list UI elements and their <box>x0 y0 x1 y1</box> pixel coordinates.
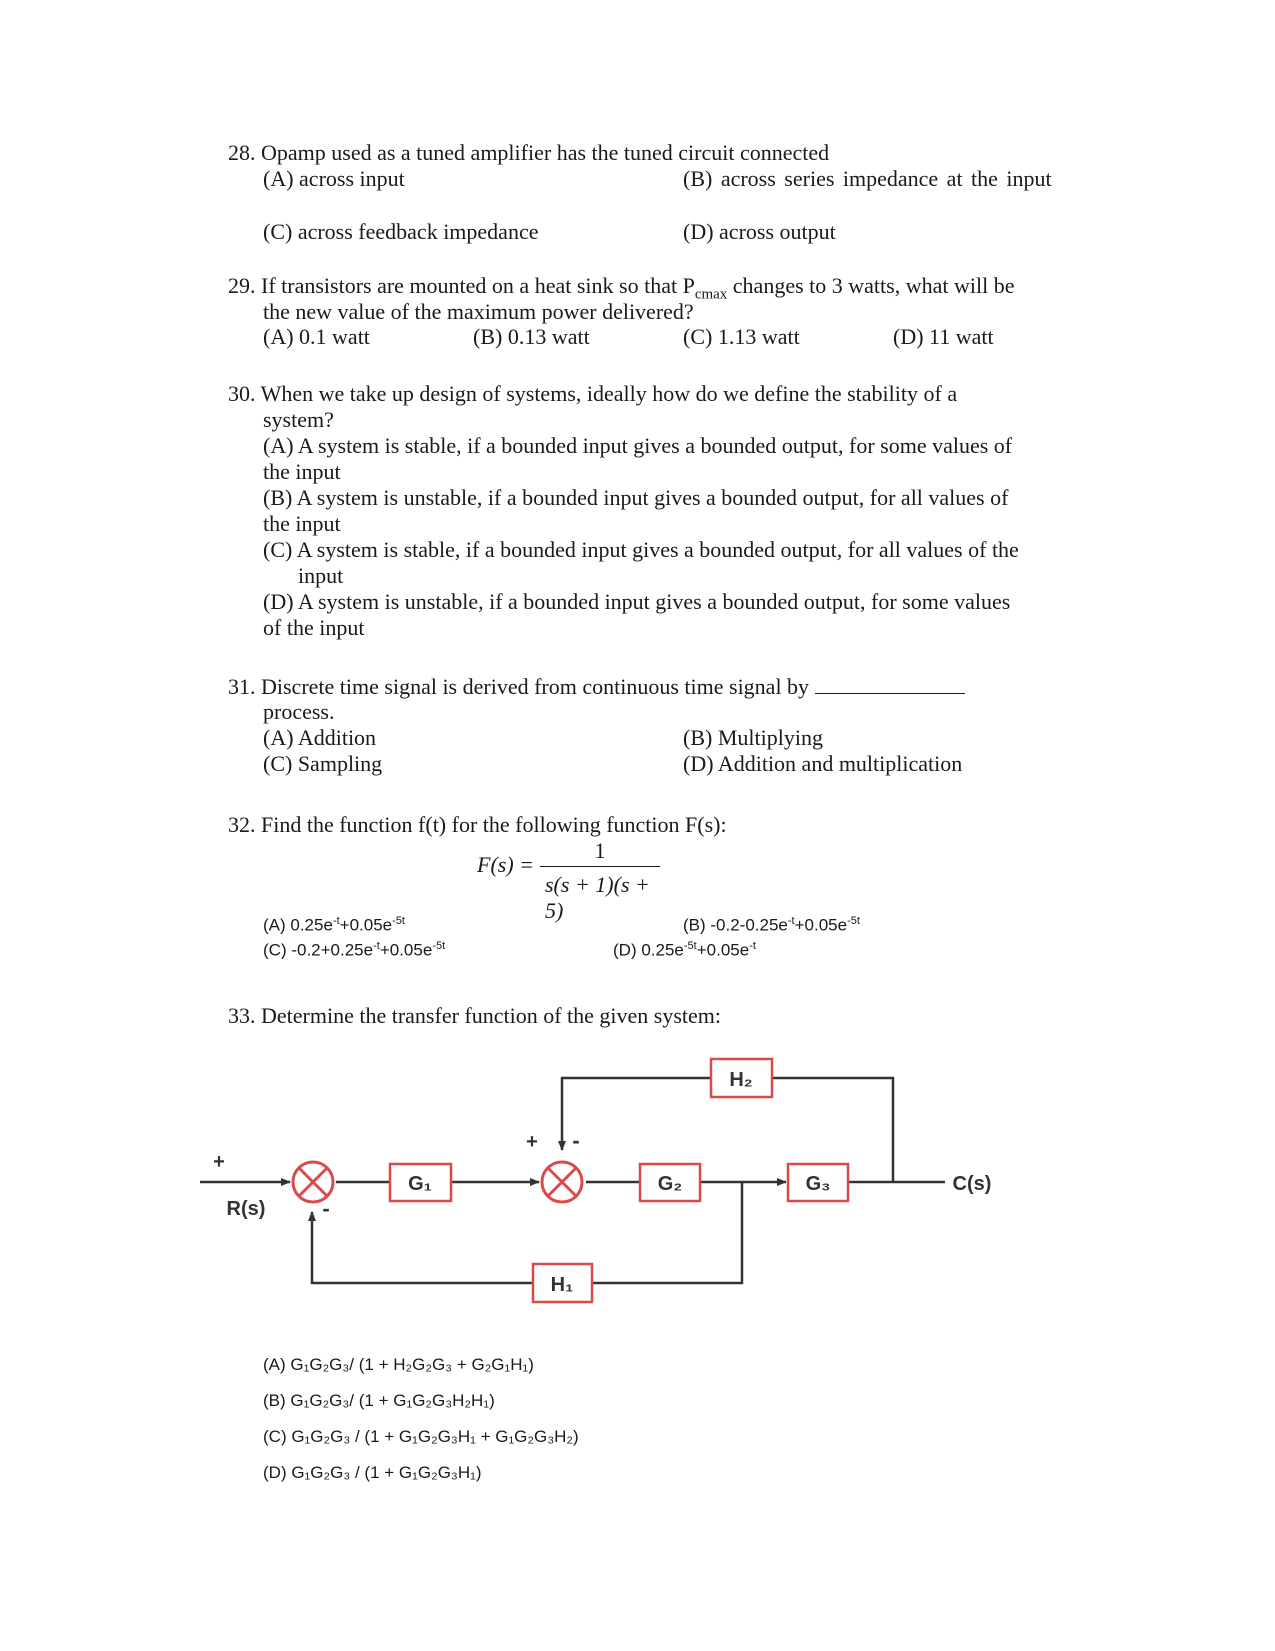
q33-stem: 33. Determine the transfer function of the given system: <box>228 1003 722 1028</box>
q32-d-pre: (D) 0.25e <box>613 940 684 960</box>
q30-option-b: (B) A system is unstable, if a bounded input gives a bounded output, for all values of <box>263 485 1009 510</box>
block-h1 <box>533 1264 592 1302</box>
summer2-plus-sign: + <box>526 1131 538 1153</box>
q31-option-c: (C) Sampling <box>263 751 383 776</box>
q33-option-a: (A) G₁G₂G₃/ (1 + H₂G₂G₃ + G₂G₁H₁) <box>263 1355 534 1374</box>
q32-b-exp1: -t <box>787 915 795 927</box>
q30-option-d: (D) A system is unstable, if a bounded input gives a bounded output, for some values <box>263 589 1011 614</box>
q32-d-mid: +0.05e <box>696 940 750 960</box>
q28-option-a: (A) across input <box>263 166 405 191</box>
q32-a-exp2: -5t <box>392 915 405 927</box>
equation-lhs: F(s) = <box>477 852 534 877</box>
q32-a-pre: (A) 0.25e <box>263 915 333 935</box>
q33-option-b: (B) G₁G₂G₃/ (1 + G₁G₂G₃H₂H₁) <box>263 1391 495 1410</box>
q30-option-c: (C) A system is stable, if a bounded input gives a bounded output, for all values of the <box>263 537 1019 562</box>
q33-option-c: (C) G₁G₂G₃ / (1 + G₁G₂G₃H₁ + G₁G₂G₃H₂) <box>263 1427 579 1446</box>
q29-option-c: (C) 1.13 watt <box>683 324 800 349</box>
summer1-minus-sign: - <box>322 1196 330 1221</box>
block-g2 <box>640 1164 700 1201</box>
q32-d-exp1: -5t <box>683 940 697 952</box>
q29-stem-pre: 29. If transistors are mounted on a heat sink so that P <box>228 273 695 298</box>
summer2-minus-sign: - <box>572 1128 580 1153</box>
q31-option-a: (A) Addition <box>263 725 377 750</box>
q31-stem-text: 31. Discrete time signal is derived from continuous time signal by <box>228 674 810 699</box>
q32-c-mid: +0.05e <box>379 940 433 960</box>
input-label: R(s) <box>226 1198 266 1220</box>
g2-label: G₂ <box>657 1173 683 1195</box>
q32-c-pre: (C) -0.2+0.25e <box>263 940 374 960</box>
q29-stem-post: changes to 3 watts, what will be <box>727 273 1015 298</box>
summing-junction-2 <box>542 1162 582 1202</box>
q32-a-exp1: -t <box>332 915 340 927</box>
q32-c-exp1: -t <box>373 940 380 952</box>
q28-option-c: (C) across feedback impedance <box>263 219 539 244</box>
q32-b-exp2: -5t <box>847 915 860 927</box>
q29-stem-sub: cmax <box>694 286 728 303</box>
q30-option-a: (A) A system is stable, if a bounded input gives a bounded output, for some values of <box>263 433 1013 458</box>
q30-stem-line2: system? <box>263 407 334 432</box>
q30-option-a-cont: the input <box>263 459 341 484</box>
equation-denominator: s(s + 1)(s + 5) <box>545 872 650 923</box>
q30-option-d-cont: of the input <box>263 615 365 640</box>
q28-option-d: (D) across output <box>683 219 836 244</box>
q30-option-c-cont: input <box>298 563 344 588</box>
equation-numerator: 1 <box>594 838 606 863</box>
q31-stem-line2: process. <box>263 699 335 724</box>
q28-option-b: (B) across series impedance at the input <box>683 166 1052 191</box>
q32-c-exp2: -5t <box>432 940 446 952</box>
q31-option-b: (B) Multiplying <box>683 725 823 750</box>
q29-option-d: (D) 11 watt <box>893 324 994 349</box>
q28-stem: 28. Opamp used as a tuned amplifier has the tuned circuit connected <box>228 140 830 165</box>
block-g1 <box>390 1164 451 1201</box>
q32-a-mid: +0.05e <box>339 915 393 935</box>
output-label: C(s) <box>952 1173 992 1195</box>
input-plus-sign: + <box>213 1151 225 1173</box>
q30-option-b-cont: the input <box>263 511 341 536</box>
block-h2 <box>711 1059 772 1097</box>
q32-d-exp2: -t <box>749 940 756 952</box>
q30-stem-line1: 30. When we take up design of systems, ideally how do we define the stability of a <box>228 381 958 406</box>
g3-label: G₃ <box>805 1173 831 1195</box>
q32-b-mid: +0.05e <box>794 915 848 935</box>
q29-option-b: (B) 0.13 watt <box>473 324 590 349</box>
q31-option-d: (D) Addition and multiplication <box>683 751 963 776</box>
q29-option-a: (A) 0.1 watt <box>263 324 370 349</box>
q29-stem-line2: the new value of the maximum power delivered? <box>263 299 694 324</box>
q32-stem: 32. Find the function f(t) for the following function F(s): <box>228 812 727 837</box>
q32-b-pre: (B) -0.2-0.25e <box>683 915 788 935</box>
g1-label: G₁ <box>408 1173 432 1195</box>
block-g3 <box>788 1164 848 1201</box>
h2-label: H₂ <box>729 1069 753 1091</box>
q33-option-d: (D) G₁G₂G₃ / (1 + G₁G₂G₃H₁) <box>263 1463 482 1482</box>
h1-label: H₁ <box>550 1274 574 1296</box>
